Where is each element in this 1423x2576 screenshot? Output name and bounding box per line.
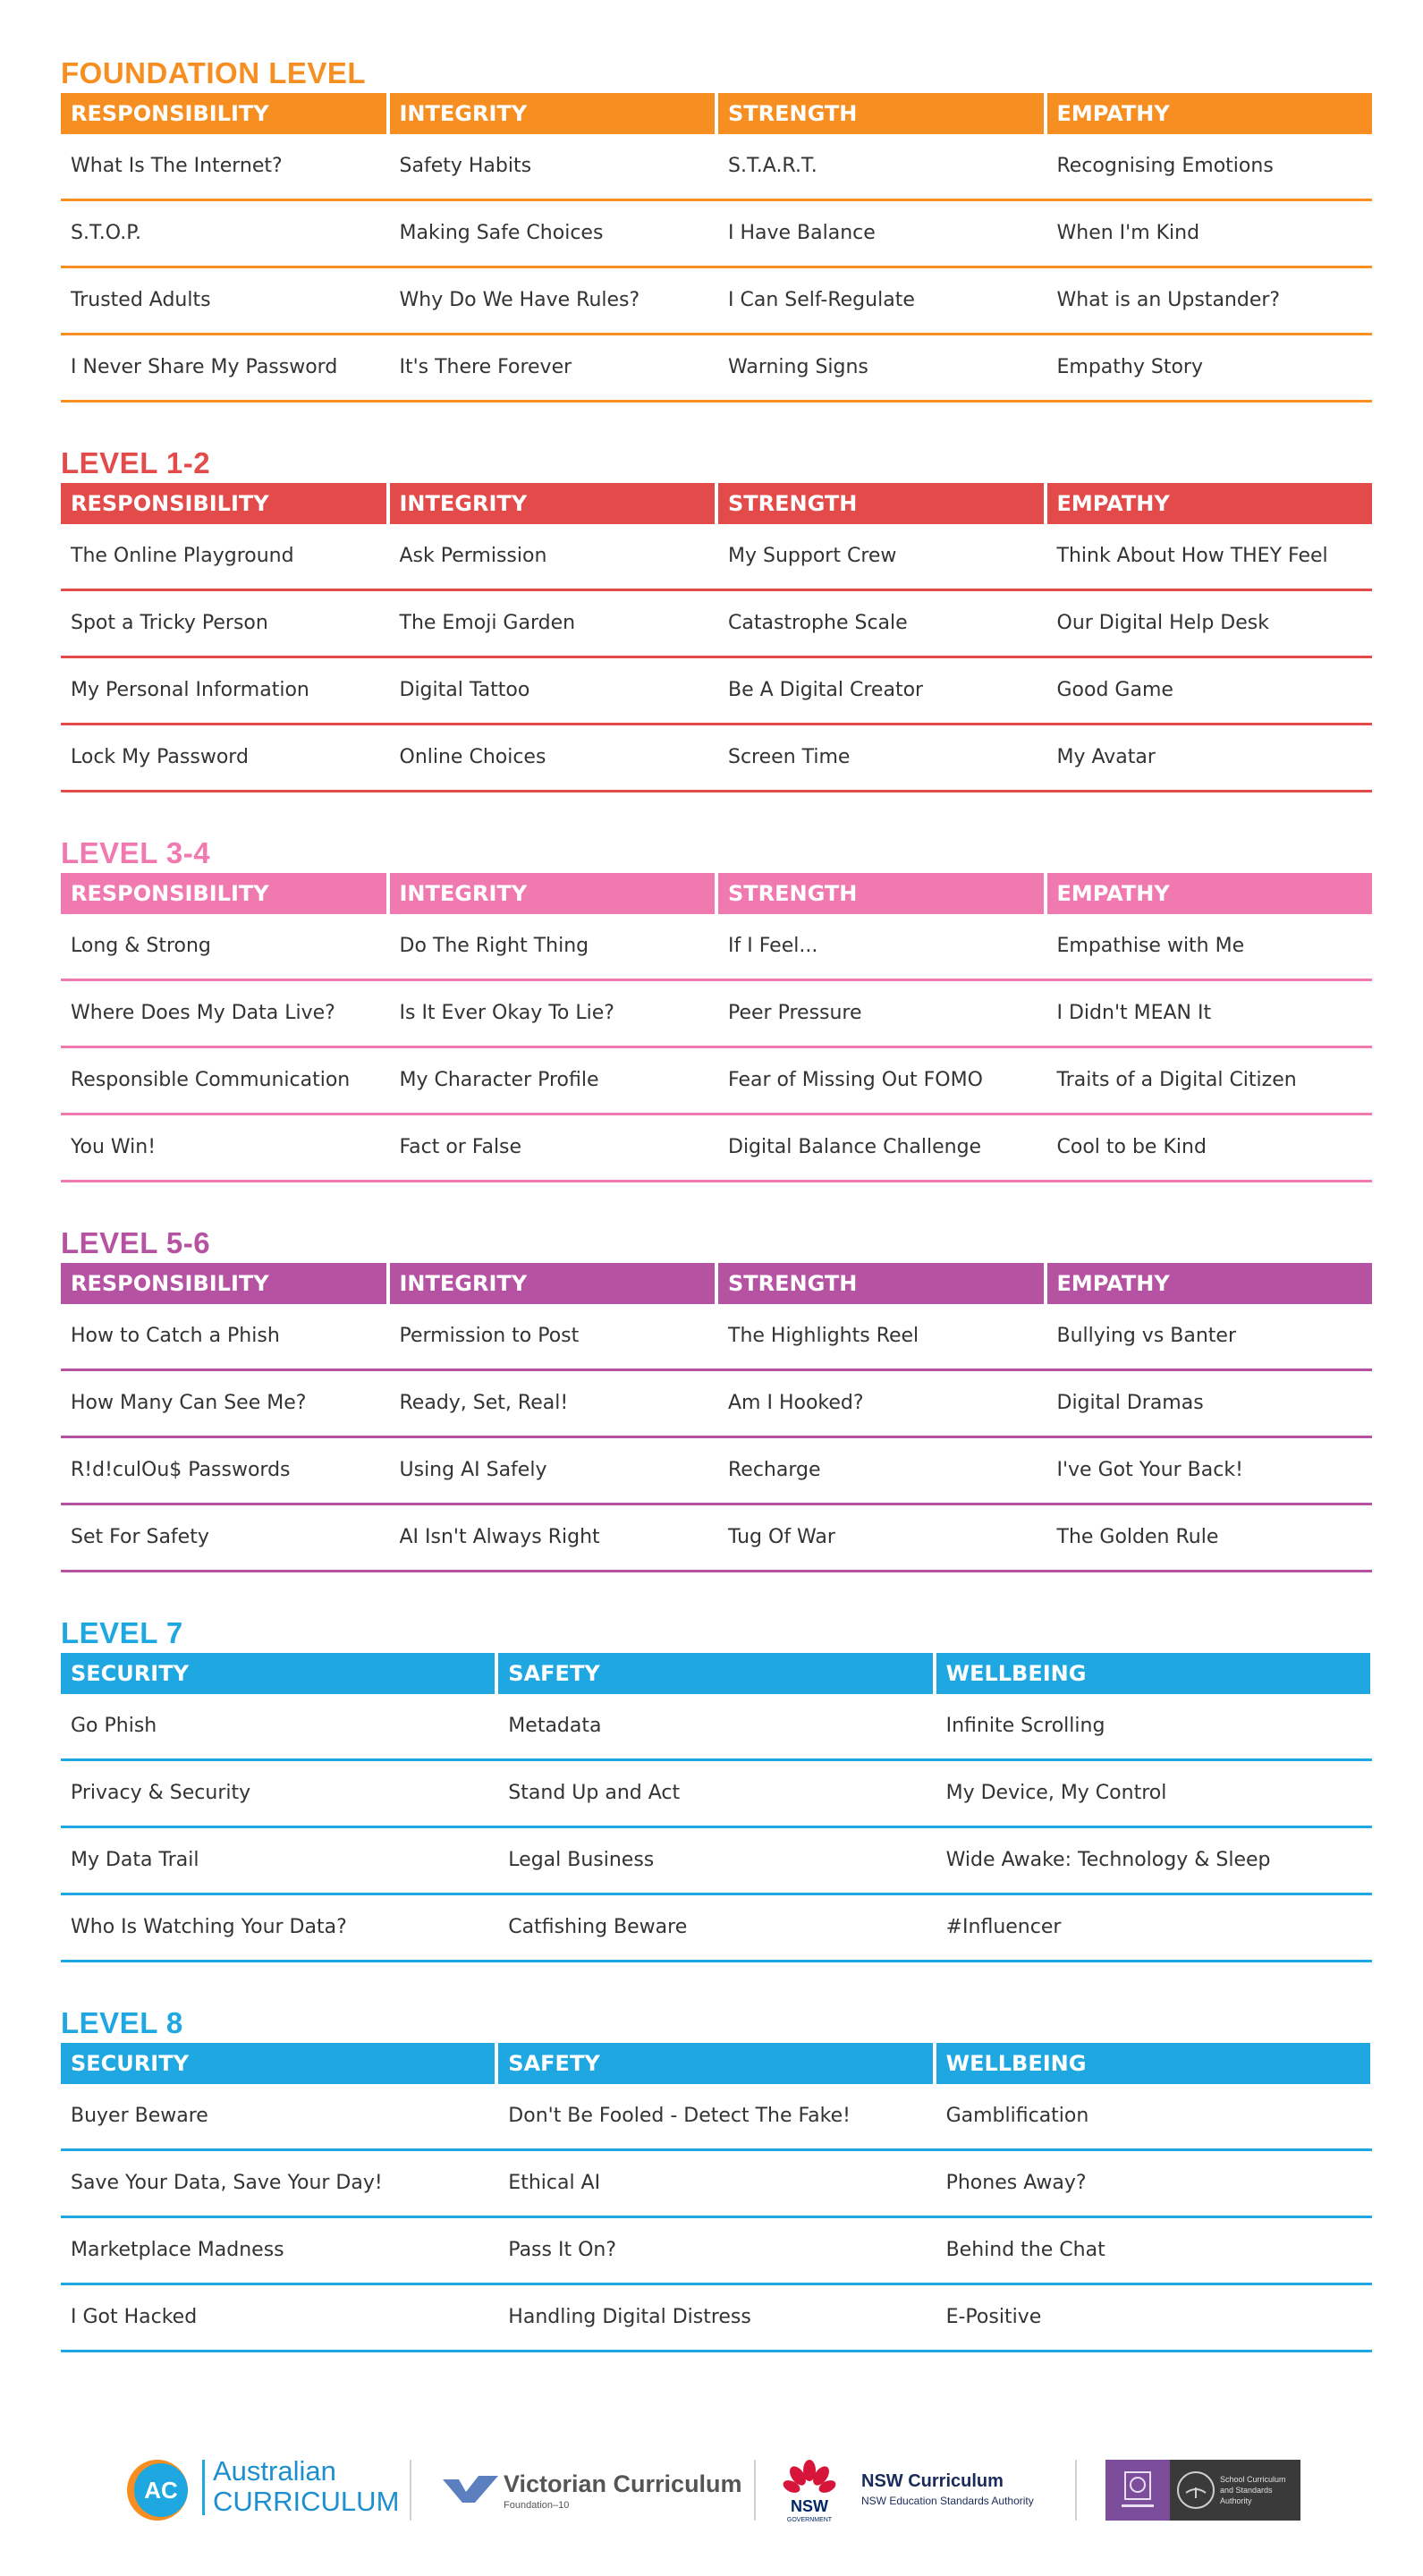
column-header: SECURITY	[61, 1653, 495, 1694]
wa-line2: and Standards	[1220, 2486, 1273, 2495]
header-row	[61, 2043, 1372, 2084]
lesson-cell: You Win!	[71, 1136, 157, 1158]
lesson-cell: Using AI Safely	[399, 1459, 547, 1481]
column-header: EMPATHY	[1047, 873, 1373, 914]
wa-line3: Authority	[1220, 2496, 1252, 2505]
table-row	[61, 1505, 1372, 1572]
lesson-cell: Am I Hooked?	[728, 1392, 864, 1414]
level-table	[61, 1263, 1372, 1572]
wa-text-panel	[1170, 2460, 1300, 2521]
lesson-cell: Is It Ever Okay To Lie?	[399, 1002, 614, 1024]
victorian-chevron-icon	[443, 2476, 498, 2503]
table-row	[61, 658, 1372, 725]
table-row	[61, 1438, 1372, 1505]
svg-text:AC: AC	[144, 2477, 178, 2504]
lesson-cell: Gamblification	[945, 2105, 1089, 2127]
lesson-cell: Trusted Adults	[71, 289, 211, 311]
lesson-cell: Digital Dramas	[1056, 1392, 1204, 1414]
lesson-cell: Warning Signs	[728, 356, 868, 378]
table-row	[61, 1761, 1372, 1828]
nsw-curriculum-logo	[783, 2451, 1051, 2531]
logo-divider	[410, 2460, 411, 2521]
column-header: SAFETY	[498, 2043, 932, 2084]
lesson-cell: I Got Hacked	[71, 2306, 198, 2328]
lesson-cell: I Can Self-Regulate	[728, 289, 915, 311]
ac-line2: CURRICULUM	[213, 2486, 400, 2517]
ac-badge-icon	[123, 2456, 191, 2524]
ac-divider	[202, 2460, 205, 2515]
logo-divider	[754, 2460, 756, 2521]
lesson-cell: How Many Can See Me?	[71, 1392, 307, 1414]
lesson-cell: Set For Safety	[71, 1526, 209, 1548]
table-row	[61, 591, 1372, 658]
lesson-cell: Ethical AI	[508, 2172, 601, 2194]
lesson-cell: Save Your Data, Save Your Day!	[71, 2172, 383, 2194]
lesson-cell: Handling Digital Distress	[508, 2306, 751, 2328]
lesson-cell: #Influencer	[945, 1916, 1062, 1938]
lesson-cell: Empathy Story	[1056, 356, 1203, 378]
table-row	[61, 2084, 1372, 2151]
svg-text:NSW: NSW	[791, 2497, 828, 2515]
level-title: LEVEL 8	[61, 2006, 183, 2039]
lesson-cell: S.T.A.R.T.	[728, 155, 817, 177]
lesson-cell: My Device, My Control	[945, 1782, 1167, 1804]
table-row	[61, 1694, 1372, 1761]
lesson-cell: Recognising Emotions	[1056, 155, 1274, 177]
waratah-icon	[783, 2454, 836, 2526]
lesson-cell: Why Do We Have Rules?	[399, 289, 640, 311]
lesson-cell: Marketplace Madness	[71, 2239, 284, 2261]
column-header: WELLBEING	[936, 1653, 1370, 1694]
lesson-cell: E-Positive	[945, 2306, 1042, 2328]
table-row	[61, 134, 1372, 201]
lesson-cell: When I'm Kind	[1056, 222, 1200, 244]
lesson-cell: Ready, Set, Real!	[399, 1392, 569, 1414]
table-row	[61, 201, 1372, 268]
column-header: INTEGRITY	[390, 873, 716, 914]
curriculum-logos	[116, 2451, 1315, 2531]
lesson-cell: My Data Trail	[71, 1849, 199, 1871]
lesson-cell: The Golden Rule	[1056, 1526, 1219, 1548]
wa-line1: School Curriculum	[1220, 2475, 1286, 2484]
lesson-cell: AI Isn't Always Right	[399, 1526, 600, 1548]
lesson-cell: Ask Permission	[399, 545, 547, 567]
table-row	[61, 335, 1372, 402]
level-table	[61, 1653, 1372, 1962]
lesson-cell: Responsible Communication	[71, 1069, 351, 1091]
column-header: STRENGTH	[718, 1263, 1044, 1304]
header-row	[61, 1263, 1372, 1304]
lesson-cell: Do The Right Thing	[399, 935, 589, 957]
lesson-cell: What is an Upstander?	[1056, 289, 1281, 311]
table-row	[61, 981, 1372, 1048]
lesson-cell: Catfishing Beware	[508, 1916, 688, 1938]
lesson-cell: Legal Business	[508, 1849, 655, 1871]
lesson-cell: Infinite Scrolling	[945, 1715, 1105, 1737]
lesson-cell: Catastrophe Scale	[728, 612, 908, 634]
lesson-cell: Digital Tattoo	[399, 679, 530, 701]
lesson-cell: Metadata	[508, 1715, 602, 1737]
wa-book-circle-icon	[1175, 2470, 1216, 2511]
lesson-cell: I Never Share My Password	[71, 356, 338, 378]
column-header: STRENGTH	[718, 873, 1044, 914]
lesson-cell: Fact or False	[399, 1136, 522, 1158]
lesson-cell: S.T.O.P.	[71, 222, 142, 244]
lesson-cell: I've Got Your Back!	[1056, 1459, 1243, 1481]
column-header: EMPATHY	[1047, 483, 1373, 524]
lesson-cell: I Didn't MEAN It	[1056, 1002, 1212, 1024]
wa-crest-panel	[1105, 2460, 1170, 2521]
table-row	[61, 2218, 1372, 2285]
column-header: RESPONSIBILITY	[61, 483, 386, 524]
lesson-cell: How to Catch a Phish	[71, 1325, 280, 1347]
level-title: LEVEL 5-6	[61, 1226, 211, 1259]
lesson-cell: Safety Habits	[399, 155, 532, 177]
level-table	[61, 483, 1372, 792]
lesson-cell: Privacy & Security	[71, 1782, 251, 1804]
table-row	[61, 2151, 1372, 2218]
column-header: WELLBEING	[936, 2043, 1370, 2084]
lesson-cell: Be A Digital Creator	[728, 679, 924, 701]
logo-divider	[1075, 2460, 1077, 2521]
lesson-cell: My Avatar	[1056, 746, 1156, 768]
lesson-cell: The Online Playground	[71, 545, 294, 567]
table-row	[61, 725, 1372, 792]
header-row	[61, 1653, 1372, 1694]
lesson-cell: If I Feel...	[728, 935, 818, 957]
level-title: LEVEL 3-4	[61, 836, 211, 869]
table-row	[61, 268, 1372, 335]
lesson-cell: Peer Pressure	[728, 1002, 862, 1024]
lesson-cell: Empathise with Me	[1056, 935, 1245, 957]
wa-crest-icon	[1105, 2460, 1170, 2521]
lesson-cell: Wide Awake: Technology & Sleep	[945, 1849, 1271, 1871]
lesson-cell: Our Digital Help Desk	[1056, 612, 1269, 634]
lesson-cell: Long & Strong	[71, 935, 211, 957]
header-row	[61, 873, 1372, 914]
table-row	[61, 1115, 1372, 1182]
lesson-cell: Spot a Tricky Person	[71, 612, 268, 634]
nsw-name: NSW Curriculum	[861, 2471, 1004, 2491]
column-header: INTEGRITY	[390, 1263, 716, 1304]
table-row	[61, 1048, 1372, 1115]
level-table	[61, 2043, 1372, 2352]
column-header: RESPONSIBILITY	[61, 93, 386, 134]
lesson-cell: My Character Profile	[399, 1069, 599, 1091]
level-table	[61, 873, 1372, 1182]
lesson-cell: R!d!culOu$ Passwords	[71, 1459, 291, 1481]
lesson-cell: The Highlights Reel	[728, 1325, 919, 1347]
lesson-cell: Good Game	[1056, 679, 1173, 701]
wa-scsa-logo	[1105, 2451, 1302, 2531]
lesson-cell: Lock My Password	[71, 746, 249, 768]
lesson-cell: Screen Time	[728, 746, 851, 768]
column-header: SAFETY	[498, 1653, 932, 1694]
column-header: EMPATHY	[1047, 1263, 1373, 1304]
lesson-cell: Go Phish	[71, 1715, 157, 1737]
lesson-cell: Behind the Chat	[945, 2239, 1105, 2261]
lesson-cell: Digital Balance Challenge	[728, 1136, 982, 1158]
svg-text:GOVERNMENT: GOVERNMENT	[786, 2517, 833, 2523]
header-row	[61, 93, 1372, 134]
column-header: INTEGRITY	[390, 483, 716, 524]
lesson-cell: Permission to Post	[399, 1325, 580, 1347]
table-row	[61, 1895, 1372, 1962]
lesson-cell: Buyer Beware	[71, 2105, 208, 2127]
lesson-cell: Don't Be Fooled - Detect The Fake!	[508, 2105, 851, 2127]
column-header: INTEGRITY	[390, 93, 716, 134]
lesson-cell: Phones Away?	[945, 2172, 1087, 2194]
header-row	[61, 483, 1372, 524]
level-title: LEVEL 1-2	[61, 446, 211, 479]
lesson-cell: It's There Forever	[399, 356, 572, 378]
table-row	[61, 1371, 1372, 1438]
lesson-cell: The Emoji Garden	[399, 612, 576, 634]
lesson-cell: Online Choices	[399, 746, 546, 768]
nsw-sub: NSW Education Standards Authority	[861, 2495, 1034, 2507]
table-row	[61, 914, 1372, 981]
lesson-cell: My Support Crew	[728, 545, 897, 567]
column-header: SECURITY	[61, 2043, 495, 2084]
column-header: EMPATHY	[1047, 93, 1373, 134]
lesson-cell: I Have Balance	[728, 222, 876, 244]
ac-line1: Australian	[213, 2455, 336, 2487]
column-header: STRENGTH	[718, 93, 1044, 134]
victorian-name: Victorian Curriculum	[504, 2470, 742, 2497]
table-row	[61, 1304, 1372, 1371]
lesson-cell: Tug Of War	[728, 1526, 835, 1548]
level-table	[61, 93, 1372, 402]
victorian-sub: Foundation–10	[504, 2500, 570, 2511]
lesson-cell: Think About How THEY Feel	[1056, 545, 1328, 567]
level-title: FOUNDATION LEVEL	[61, 56, 367, 89]
table-row	[61, 524, 1372, 591]
lesson-cell: What Is The Internet?	[71, 155, 283, 177]
lesson-cell: Stand Up and Act	[508, 1782, 681, 1804]
australian-curriculum-logo	[123, 2451, 400, 2531]
lesson-cell: Traits of a Digital Citizen	[1056, 1069, 1297, 1091]
table-row	[61, 1828, 1372, 1895]
lesson-cell: Making Safe Choices	[399, 222, 604, 244]
lesson-cell: Pass It On?	[508, 2239, 617, 2261]
column-header: RESPONSIBILITY	[61, 873, 386, 914]
table-row	[61, 2285, 1372, 2352]
lesson-cell: Who Is Watching Your Data?	[71, 1916, 347, 1938]
lesson-cell: Recharge	[728, 1459, 821, 1481]
column-header: RESPONSIBILITY	[61, 1263, 386, 1304]
victorian-curriculum-logo	[443, 2451, 742, 2531]
lesson-cell: Bullying vs Banter	[1056, 1325, 1236, 1347]
lesson-cell: Fear of Missing Out FOMO	[728, 1069, 983, 1091]
lesson-cell: My Personal Information	[71, 679, 309, 701]
column-header: STRENGTH	[718, 483, 1044, 524]
level-title: LEVEL 7	[61, 1616, 183, 1649]
lesson-cell: Where Does My Data Live?	[71, 1002, 335, 1024]
lesson-cell: Cool to be Kind	[1056, 1136, 1207, 1158]
